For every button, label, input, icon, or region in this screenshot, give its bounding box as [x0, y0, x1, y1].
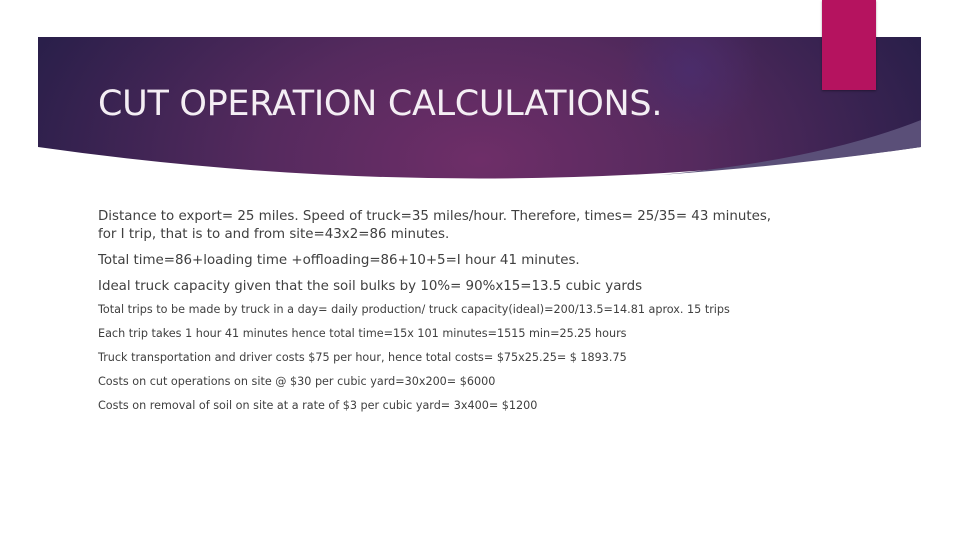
accent-bar [822, 0, 876, 90]
slide-title: CUT OPERATION CALCULATIONS. [98, 84, 663, 124]
slide-body [98, 208, 788, 413]
paragraph-cut-cost: Costs on cut operations on site @ $30 per cubic yard=30x200= $6000 [98, 375, 496, 388]
paragraph-truck-capacity: Ideal truck capacity given that the soil bulks by 10%= 90%x15=13.5 cubic yards [98, 278, 643, 294]
paragraph-total-time: Total time=86+loading time +offloading=86+10+5=I hour 41 minutes. [98, 253, 580, 268]
paragraph-removal-cost: Costs on removal of soil on site at a rate of $3 per cubic yard= 3x400= $1200 [98, 399, 538, 412]
paragraph-total-trips: Total trips to be made by truck in a day= daily production/ truck capacity(ideal)=200/13.5=14.81 aprox. 15 trips [98, 303, 730, 316]
paragraph-trip-duration: Each trip takes 1 hour 41 minutes hence total time=15x 101 minutes=1515 min=25.25 hours [98, 327, 627, 340]
paragraph-transport-cost: Truck transportation and driver costs $75 per hour, hence total costs= $75x25.25= $ 1893.75 [98, 351, 627, 364]
paragraph-distance: Distance to export= 25 miles. Speed of truck=35 miles/hour. Therefore, times= 25/35= 43 minutes, for I trip, that is to and from site=43x2=86 minutes. [98, 209, 772, 242]
